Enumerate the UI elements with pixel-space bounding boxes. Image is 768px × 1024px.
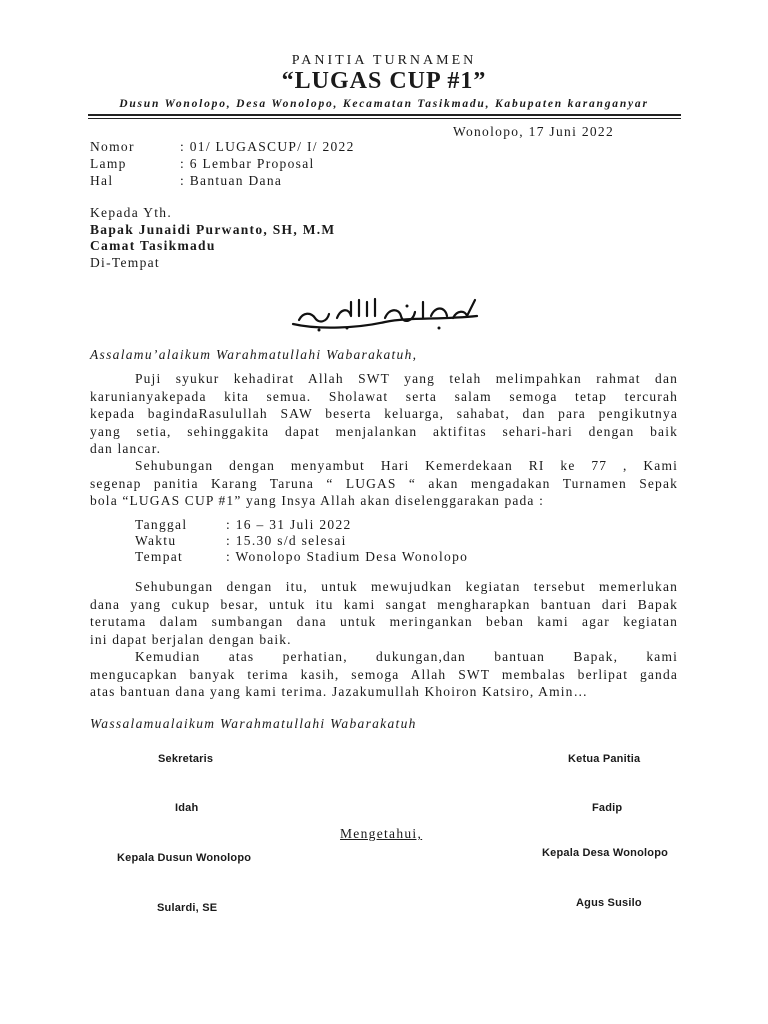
salam-closing: Wassalamualaikum Warahmatullahi Wabarakatuh [90,716,417,731]
paragraph-line: dana yang cukup besar, untuk itu kami sangat mengharapkan bantuan dari Bapak [90,596,678,612]
acknowledged-label: Mengetahui, [340,826,423,841]
meta-attachment-label: Lamp [90,156,127,171]
basmalah-calligraphy [289,294,483,334]
paragraph-line: Sehubungan dengan menyambut Hari Kemerdekaan RI ke 77 , Kami [135,458,678,473]
paragraph-line: Kemudian atas perhatian, dukungan,dan bantuan Bapak, kami [135,649,678,664]
schedule-place-label: Tempat [135,549,184,564]
paragraph-line: ini dapat berjalan dengan baik. [90,631,292,647]
schedule-place-value: : Wonolopo Stadium Desa Wonolopo [226,549,469,564]
letterhead-rule-thick [88,114,681,116]
chair-title: Ketua Panitia [568,753,641,765]
desa-head-name: Agus Susilo [576,897,642,909]
meta-subject-value: : Bantuan Dana [180,173,283,188]
dusun-head-name: Sulardi, SE [157,902,218,914]
paragraph-thanks [90,648,678,701]
paragraph-line: segenap panitia Karang Taruna “ LUGAS “ akan mengadakan Turnamen Sepak [90,475,678,491]
paragraph-line: Puji syukur kehadirat Allah SWT yang telah melimpahkan rahmat dan [135,371,678,386]
letterhead-rule-thin [88,118,681,119]
paragraph-line: mengucapkan banyak terima kasih, semoga Allah SWT membalas berlipat ganda [90,666,678,682]
paragraph-line: karunianyakepada kita semua. Sholawat serta salam semoga tetap tercurah [90,388,678,404]
paragraph-line: Sehubungan dengan itu, untuk mewujudkan kegiatan tersebut memerlukan [135,579,678,594]
paragraph-gratitude [90,370,678,458]
letter-date: Wonolopo, 17 Juni 2022 [453,124,615,139]
recipient-place: Di-Tempat [90,255,160,270]
meta-subject-label: Hal [90,173,114,188]
recipient-greeting: Kepada Yth. [90,205,173,220]
meta-attachment-value: : 6 Lembar Proposal [180,156,315,171]
meta-number-label: Nomor [90,139,135,154]
recipient-position: Camat Tasikmadu [90,238,216,253]
schedule-time-value: : 15.30 s/d selesai [226,533,347,548]
letterhead-committee: PANITIA TURNAMEN [291,53,477,68]
paragraph-line: bola “LUGAS CUP #1” yang Insya Allah akan diselenggarakan pada : [90,493,544,508]
paragraph-line: terutama dalam sumbangan dana untuk meringankan beban kami agar kegiatan [90,614,678,629]
letterhead-event-title: “LUGAS CUP #1” [281,68,487,94]
schedule-date-label: Tanggal [135,517,188,532]
desa-head-title: Kepala Desa Wonolopo [542,847,669,859]
paragraph-line: atas bantuan dana yang kami terima. Jazakumullah Khoiron Katsiro, Amin… [90,684,589,699]
schedule-time-label: Waktu [135,533,177,548]
secretary-name: Idah [175,802,199,814]
chair-name: Fadip [592,802,623,814]
secretary-title: Sekretaris [158,753,214,765]
schedule-date-value: : 16 – 31 Juli 2022 [226,517,352,532]
paragraph-line: kepada bagindaRasulullah SAW beserta keluarga, sahabat, dan para pengikutnya [90,406,678,421]
paragraph-request [90,578,678,648]
letterhead-address: Dusun Wonolopo, Desa Wonolopo, Kecamatan Tasikmadu, Kabupaten karanganyar [119,98,649,110]
meta-number-value: : 01/ LUGASCUP/ I/ 2022 [180,139,355,154]
paragraph-announcement [90,457,678,510]
recipient-name: Bapak Junaidi Purwanto, SH, M.M [90,222,336,237]
paragraph-line: yang setia, sehinggakita dapat menjalankan aktifitas sehari-hari dengan baik [90,423,678,439]
paragraph-line: dan lancar. [90,441,162,456]
salam-opening: Assalamu’alaikum Warahmatullahi Wabarakatuh, [90,347,418,362]
dusun-head-title: Kepala Dusun Wonolopo [117,852,252,864]
